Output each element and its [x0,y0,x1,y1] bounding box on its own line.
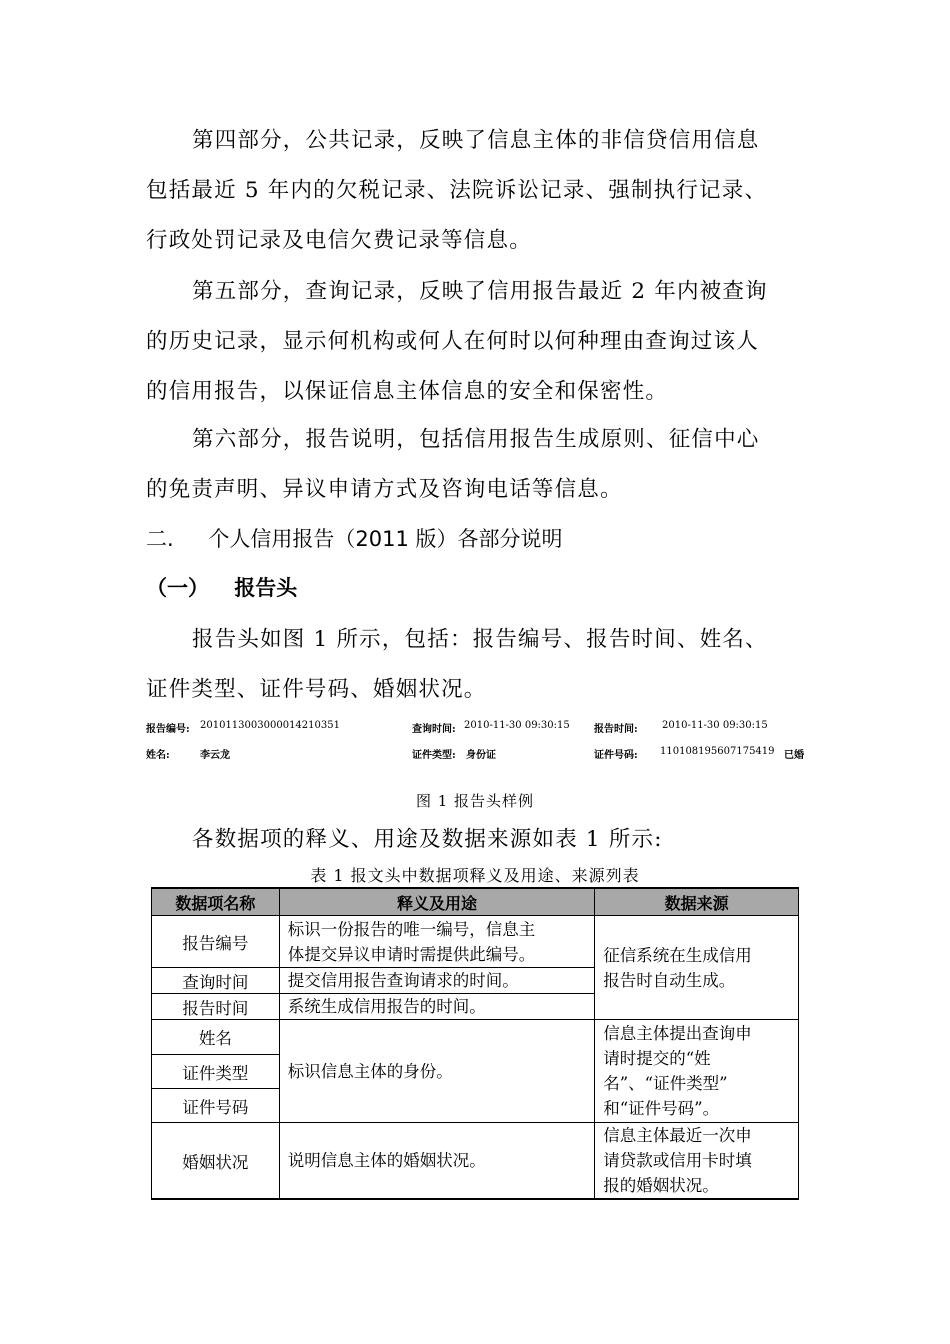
cell-meaning: 说明信息主体的婚姻状况。 [279,1123,594,1200]
name-value: 李云龙 [200,750,230,761]
cell-item-name: 查询时间 [152,968,280,994]
subsection-title: 报告头 [234,576,298,600]
cell-line: 请贷款或信用卡时填 [603,1151,752,1170]
cell-line: 请时提交的“姓 [603,1049,711,1068]
report-header-sample-figure [146,716,806,760]
marital-value: 已婚 [784,750,804,761]
cell-meaning: 标识信息主体的身份。 [279,1020,594,1123]
table-row [152,916,799,968]
cell-item-name: 婚姻状况 [152,1123,280,1200]
id-no-label: 证件号码: [594,750,638,761]
name-label: 姓名: [146,750,170,761]
text-line: 报告头如图 1 所示，包括：报告编号、报告时间、姓名、 [192,627,768,652]
section-heading [146,523,563,553]
figure-caption: 图 1 报告头样例 [415,792,535,810]
id-no-value: 110108195607175419 [660,746,775,757]
table-row [152,1123,799,1200]
report-no-label: 报告编号: [146,724,190,735]
column-header: 数据项名称 [152,888,280,916]
cell-item-name: 报告编号 [152,916,280,968]
paragraph-query-records [146,267,806,417]
text-line: 证件类型、证件号码、婚姻状况。 [146,677,487,702]
paragraph-public-records [146,116,806,266]
cell-meaning [279,916,594,968]
query-time-label: 查询时间: [412,724,456,735]
cell-source [595,1020,799,1123]
cell-line: 信息主体提出查询申 [603,1024,752,1043]
cell-source [595,1123,799,1200]
data-items-table [151,887,799,1200]
cell-line: 名”、“证件类型” [603,1074,728,1093]
table-header-row [152,888,799,916]
cell-source [595,916,799,1020]
cell-line: 报告时自动生成。 [603,970,736,990]
table-row [152,1020,799,1055]
id-type-label: 证件类型: [412,750,456,761]
cell-line: 信息主体最近一次申 [603,1126,752,1145]
cell-line: 体提交异议申请时需提供此编号。 [287,944,536,964]
cell-line: 征信系统在生成信用 [603,945,752,965]
section-number: 二. [146,527,174,551]
paragraph-report-head-intro [146,615,806,715]
query-time-value: 2010-11-30 09:30:15 [464,720,570,731]
text-line: 各数据项的释义、用途及数据来源如表 1 所示: [192,827,663,852]
text-line: 第四部分，公共记录，反映了信息主体的非信贷信用信息 [192,128,760,153]
cell-line: 标识一份报告的唯一编号，信息主 [287,919,536,939]
cell-line: 报的婚姻状况。 [603,1176,719,1195]
text-line: 的历史记录，显示何机构或何人在何时以何种理由查询过该人 [146,329,759,354]
subsection-number: （一） [146,576,209,600]
text-line: 第六部分，报告说明，包括信用报告生成原则、征信中心 [192,427,760,452]
column-header: 数据来源 [595,888,799,916]
report-time-label: 报告时间: [594,724,638,735]
text-line: 第五部分，查询记录，反映了信用报告最近 2 年内被查询 [192,279,768,304]
text-line: 行政处罚记录及电信欠费记录等信息。 [146,228,532,253]
column-header: 释义及用途 [279,888,594,916]
cell-meaning: 提交信用报告查询请求的时间。 [279,968,594,994]
subsection-heading [146,572,297,602]
text-line: 的免责声明、异议申请方式及咨询电话等信息。 [146,477,623,502]
cell-item-name: 证件号码 [152,1089,280,1123]
report-time-value: 2010-11-30 09:30:15 [662,720,768,731]
cell-line: 和“证件号码”。 [603,1099,720,1118]
cell-item-name: 报告时间 [152,994,280,1020]
section-title: 个人信用报告（2011 版）各部分说明 [208,527,563,551]
text-line: 的信用报告，以保证信息主体信息的安全和保密性。 [146,379,669,404]
paragraph-report-notes [146,415,806,515]
paragraph-table-intro [146,815,806,865]
cell-meaning: 系统生成信用报告的时间。 [279,994,594,1020]
table-caption: 表 1 报文头中数据项释义及用途、来源列表 [310,866,640,885]
id-type-value: 身份证 [466,750,496,761]
text-line: 包括最近 5 年内的欠税记录、法院诉讼记录、强制执行记录、 [146,178,768,203]
cell-item-name: 姓名 [152,1020,280,1055]
report-no-value: 2010113003000014210351 [200,720,340,731]
cell-item-name: 证件类型 [152,1055,280,1089]
